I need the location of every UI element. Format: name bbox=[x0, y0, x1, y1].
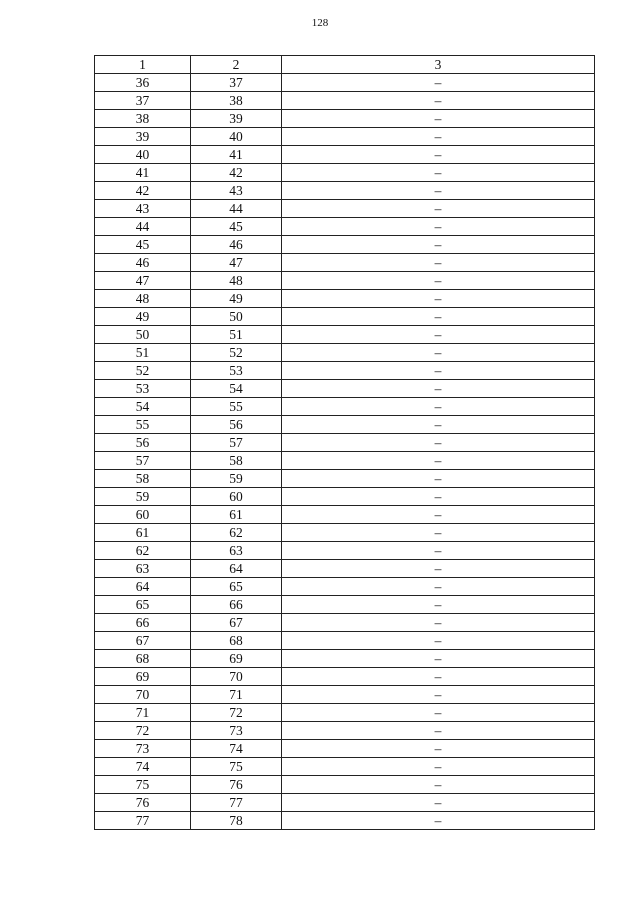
table-cell-col-1: 51 bbox=[95, 344, 191, 362]
table-cell-col-1: 43 bbox=[95, 200, 191, 218]
table-row bbox=[95, 812, 595, 830]
table-row bbox=[95, 398, 595, 416]
table-header-row bbox=[95, 56, 595, 74]
table-cell-col-1: 52 bbox=[95, 362, 191, 380]
table-row bbox=[95, 272, 595, 290]
table-row bbox=[95, 794, 595, 812]
table-row bbox=[95, 452, 595, 470]
table-cell-col-2: 70 bbox=[191, 668, 282, 686]
table-row bbox=[95, 236, 595, 254]
table-body bbox=[95, 74, 595, 830]
table-row bbox=[95, 182, 595, 200]
table-cell-col-2: 43 bbox=[191, 182, 282, 200]
table-cell-col-3: – bbox=[282, 578, 595, 596]
table-row bbox=[95, 704, 595, 722]
table-cell-col-1: 46 bbox=[95, 254, 191, 272]
table-cell-col-3: – bbox=[282, 146, 595, 164]
table-cell-col-1: 38 bbox=[95, 110, 191, 128]
table-row bbox=[95, 362, 595, 380]
table-cell-col-2: 37 bbox=[191, 74, 282, 92]
table-cell-col-2: 77 bbox=[191, 794, 282, 812]
table-row bbox=[95, 164, 595, 182]
table-row bbox=[95, 200, 595, 218]
table-cell-col-3: – bbox=[282, 452, 595, 470]
column-header-1: 1 bbox=[95, 56, 191, 74]
table-row bbox=[95, 542, 595, 560]
table-cell-col-1: 67 bbox=[95, 632, 191, 650]
table-cell-col-2: 56 bbox=[191, 416, 282, 434]
table-cell-col-1: 40 bbox=[95, 146, 191, 164]
table-cell-col-2: 63 bbox=[191, 542, 282, 560]
table-cell-col-1: 54 bbox=[95, 398, 191, 416]
table-cell-col-1: 59 bbox=[95, 488, 191, 506]
table-cell-col-3: – bbox=[282, 416, 595, 434]
table-cell-col-1: 74 bbox=[95, 758, 191, 776]
table-row bbox=[95, 596, 595, 614]
table-row bbox=[95, 668, 595, 686]
table-cell-col-1: 76 bbox=[95, 794, 191, 812]
table-cell-col-2: 67 bbox=[191, 614, 282, 632]
table-cell-col-2: 66 bbox=[191, 596, 282, 614]
table-cell-col-3: – bbox=[282, 182, 595, 200]
table-cell-col-2: 46 bbox=[191, 236, 282, 254]
table-cell-col-3: – bbox=[282, 290, 595, 308]
table-cell-col-3: – bbox=[282, 812, 595, 830]
table-cell-col-2: 71 bbox=[191, 686, 282, 704]
table-row bbox=[95, 344, 595, 362]
table-cell-col-1: 45 bbox=[95, 236, 191, 254]
table-cell-col-3: – bbox=[282, 794, 595, 812]
table-cell-col-1: 68 bbox=[95, 650, 191, 668]
table-cell-col-2: 49 bbox=[191, 290, 282, 308]
table-cell-col-3: – bbox=[282, 488, 595, 506]
table-cell-col-3: – bbox=[282, 110, 595, 128]
table-cell-col-2: 68 bbox=[191, 632, 282, 650]
table-row bbox=[95, 524, 595, 542]
table-row bbox=[95, 290, 595, 308]
table-cell-col-3: – bbox=[282, 542, 595, 560]
table-cell-col-1: 69 bbox=[95, 668, 191, 686]
table-cell-col-3: – bbox=[282, 758, 595, 776]
table-cell-col-1: 62 bbox=[95, 542, 191, 560]
table-row bbox=[95, 326, 595, 344]
table-row bbox=[95, 416, 595, 434]
table-cell-col-2: 58 bbox=[191, 452, 282, 470]
table-cell-col-2: 45 bbox=[191, 218, 282, 236]
table-row bbox=[95, 758, 595, 776]
table-cell-col-3: – bbox=[282, 362, 595, 380]
table-cell-col-3: – bbox=[282, 326, 595, 344]
table-cell-col-2: 44 bbox=[191, 200, 282, 218]
table-cell-col-2: 78 bbox=[191, 812, 282, 830]
table-cell-col-1: 37 bbox=[95, 92, 191, 110]
table-cell-col-3: – bbox=[282, 128, 595, 146]
table-cell-col-3: – bbox=[282, 344, 595, 362]
table-cell-col-3: – bbox=[282, 668, 595, 686]
table-row bbox=[95, 218, 595, 236]
table-cell-col-1: 49 bbox=[95, 308, 191, 326]
table-row bbox=[95, 470, 595, 488]
table-cell-col-3: – bbox=[282, 704, 595, 722]
table-cell-col-1: 73 bbox=[95, 740, 191, 758]
table-cell-col-1: 56 bbox=[95, 434, 191, 452]
table-cell-col-1: 61 bbox=[95, 524, 191, 542]
table-cell-col-2: 41 bbox=[191, 146, 282, 164]
table-cell-col-3: – bbox=[282, 92, 595, 110]
table-cell-col-3: – bbox=[282, 398, 595, 416]
table-row bbox=[95, 146, 595, 164]
table-cell-col-2: 50 bbox=[191, 308, 282, 326]
table-cell-col-2: 57 bbox=[191, 434, 282, 452]
table-cell-col-1: 60 bbox=[95, 506, 191, 524]
table-cell-col-1: 55 bbox=[95, 416, 191, 434]
column-header-3: 3 bbox=[282, 56, 595, 74]
table-cell-col-3: – bbox=[282, 776, 595, 794]
table-cell-col-3: – bbox=[282, 740, 595, 758]
table-cell-col-2: 76 bbox=[191, 776, 282, 794]
column-header-2: 2 bbox=[191, 56, 282, 74]
table-cell-col-2: 51 bbox=[191, 326, 282, 344]
table-cell-col-1: 53 bbox=[95, 380, 191, 398]
table-cell-col-1: 70 bbox=[95, 686, 191, 704]
table-cell-col-2: 62 bbox=[191, 524, 282, 542]
table-cell-col-3: – bbox=[282, 596, 595, 614]
table-cell-col-1: 77 bbox=[95, 812, 191, 830]
table-cell-col-3: – bbox=[282, 380, 595, 398]
table-cell-col-1: 71 bbox=[95, 704, 191, 722]
table-cell-col-1: 39 bbox=[95, 128, 191, 146]
table-row bbox=[95, 776, 595, 794]
table-cell-col-1: 65 bbox=[95, 596, 191, 614]
table-row bbox=[95, 722, 595, 740]
table-cell-col-2: 60 bbox=[191, 488, 282, 506]
table-cell-col-2: 40 bbox=[191, 128, 282, 146]
table-cell-col-3: – bbox=[282, 524, 595, 542]
table-row bbox=[95, 650, 595, 668]
table-row bbox=[95, 74, 595, 92]
table-cell-col-3: – bbox=[282, 506, 595, 524]
table-row bbox=[95, 488, 595, 506]
table-cell-col-1: 41 bbox=[95, 164, 191, 182]
table-row bbox=[95, 686, 595, 704]
table-cell-col-2: 52 bbox=[191, 344, 282, 362]
table-row bbox=[95, 128, 595, 146]
table-cell-col-3: – bbox=[282, 236, 595, 254]
table-cell-col-3: – bbox=[282, 74, 595, 92]
table-cell-col-2: 69 bbox=[191, 650, 282, 668]
table-cell-col-1: 50 bbox=[95, 326, 191, 344]
table-cell-col-1: 66 bbox=[95, 614, 191, 632]
table-cell-col-3: – bbox=[282, 272, 595, 290]
table-cell-col-3: – bbox=[282, 218, 595, 236]
table-cell-col-3: – bbox=[282, 722, 595, 740]
table-cell-col-1: 42 bbox=[95, 182, 191, 200]
table-row bbox=[95, 434, 595, 452]
table-row bbox=[95, 506, 595, 524]
table-cell-col-2: 55 bbox=[191, 398, 282, 416]
table-cell-col-3: – bbox=[282, 308, 595, 326]
table-row bbox=[95, 92, 595, 110]
table-cell-col-3: – bbox=[282, 686, 595, 704]
table-cell-col-1: 63 bbox=[95, 560, 191, 578]
table-cell-col-1: 36 bbox=[95, 74, 191, 92]
table-cell-col-2: 73 bbox=[191, 722, 282, 740]
table-cell-col-1: 72 bbox=[95, 722, 191, 740]
table-cell-col-1: 64 bbox=[95, 578, 191, 596]
table-cell-col-3: – bbox=[282, 254, 595, 272]
table-cell-col-1: 47 bbox=[95, 272, 191, 290]
table-cell-col-2: 42 bbox=[191, 164, 282, 182]
table-cell-col-3: – bbox=[282, 200, 595, 218]
table-row bbox=[95, 578, 595, 596]
table-cell-col-2: 72 bbox=[191, 704, 282, 722]
table-cell-col-1: 48 bbox=[95, 290, 191, 308]
table-row bbox=[95, 254, 595, 272]
table-cell-col-2: 59 bbox=[191, 470, 282, 488]
table-cell-col-3: – bbox=[282, 434, 595, 452]
table-cell-col-2: 61 bbox=[191, 506, 282, 524]
table-cell-col-2: 38 bbox=[191, 92, 282, 110]
table-row bbox=[95, 308, 595, 326]
table-row bbox=[95, 560, 595, 578]
table-row bbox=[95, 614, 595, 632]
table-cell-col-3: – bbox=[282, 650, 595, 668]
table-cell-col-1: 44 bbox=[95, 218, 191, 236]
table-cell-col-2: 74 bbox=[191, 740, 282, 758]
table-row bbox=[95, 740, 595, 758]
table-cell-col-1: 57 bbox=[95, 452, 191, 470]
table-cell-col-2: 47 bbox=[191, 254, 282, 272]
table-cell-col-2: 54 bbox=[191, 380, 282, 398]
table-cell-col-1: 58 bbox=[95, 470, 191, 488]
page-number: 128 bbox=[311, 17, 329, 29]
table-cell-col-2: 65 bbox=[191, 578, 282, 596]
table-cell-col-2: 39 bbox=[191, 110, 282, 128]
table-row bbox=[95, 380, 595, 398]
table-cell-col-1: 75 bbox=[95, 776, 191, 794]
table-cell-col-3: – bbox=[282, 164, 595, 182]
table-row bbox=[95, 110, 595, 128]
table-cell-col-3: – bbox=[282, 470, 595, 488]
table-cell-col-3: – bbox=[282, 560, 595, 578]
table-cell-col-2: 48 bbox=[191, 272, 282, 290]
table-cell-col-2: 53 bbox=[191, 362, 282, 380]
table-cell-col-2: 75 bbox=[191, 758, 282, 776]
table-cell-col-3: – bbox=[282, 632, 595, 650]
table-cell-col-2: 64 bbox=[191, 560, 282, 578]
table-row bbox=[95, 632, 595, 650]
table-cell-col-3: – bbox=[282, 614, 595, 632]
data-table bbox=[94, 55, 595, 830]
